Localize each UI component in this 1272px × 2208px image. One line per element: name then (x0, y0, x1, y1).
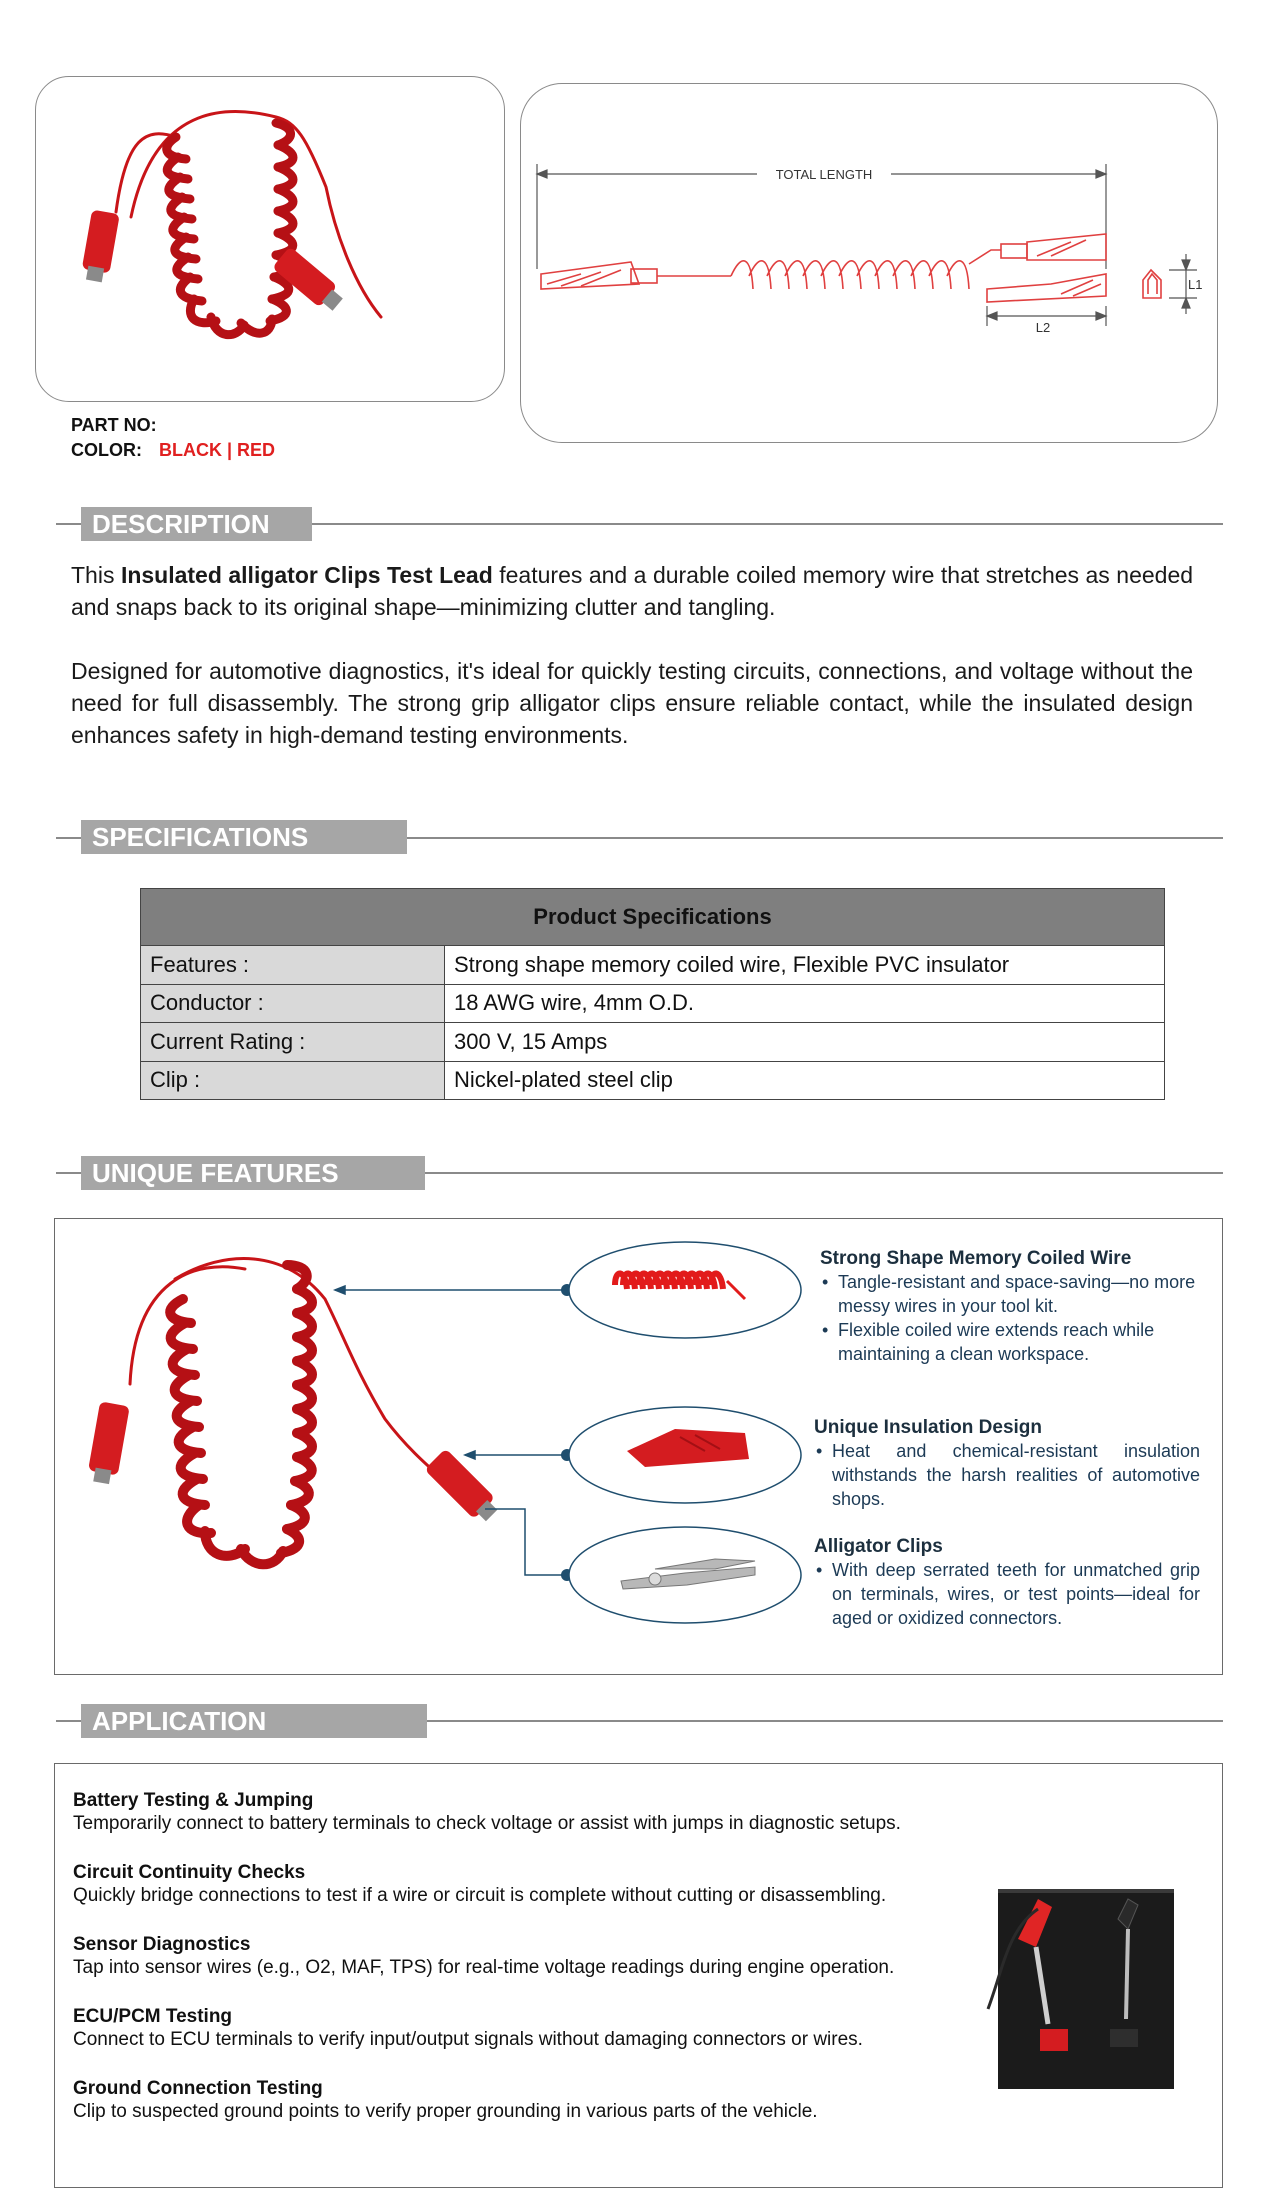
list-item: • Flexible coiled wire extends reach while maintaining a clean workspace. (820, 1318, 1200, 1366)
l2-label: L2 (1035, 320, 1051, 335)
color-label: COLOR: (71, 440, 142, 460)
product-name-bold: Insulated alligator Clips Test Lead (120, 562, 493, 588)
section-header-unique-features: UNIQUE FEATURES (81, 1156, 425, 1190)
table-row (141, 1023, 1165, 1062)
table-row (141, 1061, 1165, 1100)
spec-label: Clip : (141, 1061, 445, 1100)
list-item: • Heat and chemical-resistant insulation withstands the harsh realities of automotive shops. (814, 1439, 1200, 1511)
application-title: Circuit Continuity Checks (73, 1862, 306, 1883)
spec-label: Current Rating : (141, 1023, 445, 1062)
spec-table-title: Product Specifications (141, 889, 1165, 946)
dimension-diagram (521, 84, 1219, 444)
battery-clip-photo (978, 1889, 1174, 2089)
color-value: BLACK | RED (159, 440, 276, 460)
battery-photo-image (978, 1889, 1174, 2089)
description-p1-prefix: This (71, 562, 115, 588)
application-desc: Connect to ECU terminals to verify input/output signals without damaging connectors or wires. (73, 2029, 863, 2050)
color-row (71, 440, 275, 461)
unique-features-panel (54, 1218, 1223, 1675)
application-desc: Temporarily connect to battery terminals to check voltage or assist with jumps in diagnostic setups. (73, 1813, 901, 1834)
application-desc: Tap into sensor wires (e.g., O2, MAF, TPS) for real-time voltage readings during engine operation. (73, 1957, 895, 1978)
spec-value: 18 AWG wire, 4mm O.D. (445, 984, 1165, 1023)
spec-value: Strong shape memory coiled wire, Flexible PVC insulator (445, 946, 1165, 985)
application-title: ECU/PCM Testing (73, 2006, 233, 2027)
spec-label: Features : (141, 946, 445, 985)
section-header-specifications: SPECIFICATIONS (81, 820, 407, 854)
application-item (73, 2005, 863, 2052)
application-item (73, 1861, 886, 1908)
application-desc: Clip to suspected ground points to verify proper grounding in various parts of the vehicle. (73, 2101, 818, 2122)
feature-title: Unique Insulation Design (814, 1417, 1043, 1438)
application-title: Ground Connection Testing (73, 2078, 323, 2099)
feature-coiled-wire (820, 1248, 1200, 1366)
description-paragraph-1 (71, 559, 1193, 623)
feature-title: Strong Shape Memory Coiled Wire (820, 1248, 1132, 1269)
table-row (141, 946, 1165, 985)
dimension-diagram-frame (520, 83, 1218, 443)
product-image-frame (35, 76, 505, 402)
table-row (141, 984, 1165, 1023)
feature-title: Alligator Clips (814, 1536, 943, 1557)
description-paragraph-2: Designed for automotive diagnostics, it's ideal for quickly testing circuits, connections, and voltage without the need for full disassembly. The strong grip alligator clips ensure reliable contact, while the insulated design enhances safety in high-demand testing environments. (71, 658, 1193, 748)
application-desc: Quickly bridge connections to test if a wire or circuit is complete without cutting or disassembling. (73, 1885, 887, 1906)
list-item: • Tangle-resistant and space-saving—no more messy wires in your tool kit. (820, 1270, 1200, 1318)
total-length-label: TOTAL LENGTH (775, 167, 873, 182)
l1-label: L1 (1188, 277, 1203, 292)
spec-table (140, 888, 1165, 1100)
application-title: Battery Testing & Jumping (73, 1790, 314, 1811)
coiled-test-lead-image (36, 77, 506, 403)
part-no-label: PART NO: (71, 415, 157, 435)
feature-insulation (814, 1417, 1200, 1511)
section-header-application: APPLICATION (81, 1704, 427, 1738)
list-item: • With deep serrated teeth for unmatched grip on terminals, wires, or test points—ideal for aged or oxidized connectors. (814, 1558, 1200, 1630)
application-item (73, 2077, 818, 2124)
feature-alligator-clips (814, 1536, 1200, 1630)
feature-bullets (814, 1439, 1200, 1511)
feature-bullets (814, 1558, 1200, 1630)
application-item (73, 1789, 901, 1836)
spec-label: Conductor : (141, 984, 445, 1023)
spec-value: Nickel-plated steel clip (445, 1061, 1165, 1100)
spec-value: 300 V, 15 Amps (445, 1023, 1165, 1062)
section-header-description: DESCRIPTION (81, 507, 312, 541)
application-title: Sensor Diagnostics (73, 1934, 251, 1955)
description-p1-rest: features and a durable coiled memory wire that stretches as needed and snaps back to its original shape—minimizing clutter and tangling. (71, 562, 1194, 620)
feature-bullets (820, 1270, 1200, 1366)
application-item (73, 1933, 894, 1980)
